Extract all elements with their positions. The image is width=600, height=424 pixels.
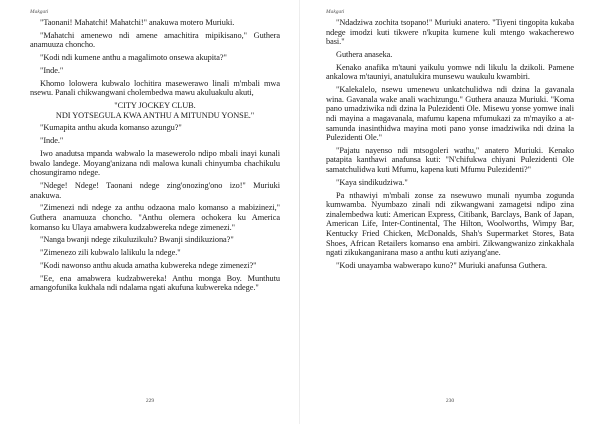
paragraph: "Nanga bwanji ndege zikuluzikulu? Bwanji sindikuziona?": [40, 235, 234, 245]
paragraph: Guthera anaseka.: [336, 49, 393, 59]
paragraph: "Inde.": [40, 136, 64, 146]
left-page-number: 229: [145, 398, 155, 404]
paragraph: "Kodi ndi kumene anthu a magalimoto onsewa akupita?": [40, 53, 227, 63]
paragraph: "Kumapita anthu akuda komanso azungu?": [40, 123, 182, 133]
paragraph: "Kaya sindikudziwa.": [336, 177, 408, 187]
paragraph: "Pajatu nayenso ndi mtsogoleri wathu," anatero Muriuki. Kenako patapita kanthawi anafunsa kuti: "N'chifukwa chiyani Pulezidenti Ole samatchulidwa kuti Mfumu, kapena kuti Mfumu Pulezidenti?": [326, 145, 574, 175]
paragraph: Khomo lolowera kubwalo lochitira masewerawo linali m'mbali mwa nsewu. Panali chikwangwani cholembedwa mawu akuluakulu akuti,: [30, 78, 280, 98]
paragraph: "Zimenezi ndi ndege za anthu odzaona malo komanso a mabizinezi," Guthera anamuuza choncho. "Anthu olemera ochokera ku America komanso ku Ulaya amabwera kudzabwereka ndege zimenezi.": [30, 203, 280, 232]
paragraph: "Inde.": [40, 65, 64, 75]
right-body-text: [326, 18, 574, 271]
paragraph: Iwo anadutsa mpanda wabwalo la masewerolo ndipo mbali inayi kunali bwalo landege. Moyang'anizana ndi malowa kunali chinyumba chachikulu chosungiramo ndege.: [30, 149, 280, 178]
right-page-number: 230: [445, 398, 455, 404]
paragraph: "Ndadziwa zochita tsopano!" Muriuki anatero. "Tiyeni tingopita kukaba ndege imodzi kuti tikwere n'kupita kumene kuli mtengo wakacherewo basi.": [326, 18, 574, 47]
paragraph: "Ee, ena amabwera kudzabwereka! Anthu monga Boy. Munthutu amangofunika kukhala ndi ndalama ngati akufuna kubwereka ndege.": [30, 273, 280, 293]
paragraph: "Ndege! Ndege! Taonani ndege zing'onozing'ono izo!" Muriuki anakuwa.: [30, 181, 280, 200]
left-running-head: Makgati: [30, 9, 49, 15]
paragraph: "Taonani! Mahatchi! Mahatchi!" anakuwa motero Muriuki.: [40, 18, 235, 27]
right-page: [300, 0, 600, 424]
left-body-text: [30, 18, 280, 293]
sign-text-line-2: NDI YOTSEGULA KWA ANTHU A MITUNDU YONSE.": [55, 110, 255, 120]
paragraph: "Kalekalelo, nsewu umenewu unkatchulidwa ndi dzina la gavanala wina. Gavanala wake anali wachizungu." Guthera anauza Muriuki. "Koma pano umadziwika ndi dzina la Pulezidenti Ole. Misewu yonse yomwe inali ndi mayina a magavanala, mafumu kapena mfumukazi za m'mayiko a atsamunda inasinthidwa mayina moti pano yonse imadziwika ndi dzina la Pulezidenti Ole.": [326, 85, 574, 143]
paragraph: "Mahatchi amenewo ndi amene amachitira mipikisano," Guthera anamuuza choncho.: [30, 30, 280, 50]
paragraph: Pa nthawiyi m'mbali zonse za nsewuwo munali nyumba zogunda kumwamba. Nyumbazo zinali ndi zikwangwani zamagetsi ndipo zina zinalembedwa kuti: American Express, Citibank, Barclays, Bank of Japan, American Life, Inter-Continental, The Hilton, Woolworths, Wimpy Bar, Kentucky Fried Chicken, McDonalds, Shah's Supermarket Stores, Bata Shoes, African Retailers komanso ena ambiri. Zikwangwanizo zinkakhala ngati zikukanganirana maso a anthu kuti aziyang'ane.: [326, 190, 574, 258]
paragraph: "Kodi nawonso anthu akuda amatha kubwereka ndege zimenezi?": [40, 260, 257, 270]
paragraph: "Kodi unayamba wabwerapo kuno?" Muriuki anafunsa Guthera.: [336, 260, 548, 270]
paragraph: Kenako anafika m'tauni yaikulu yomwe ndi likulu la dzikoli. Pamene ankalowa m'tauniyi, anatulukira munsewu waukulu kwambiri.: [326, 62, 574, 82]
paragraph: "Zimenezo zili kubwalo lalikulu la ndege.": [40, 248, 181, 258]
sign-text-line-1: "CITY JOCKEY CLUB.: [114, 101, 196, 111]
right-running-head: Makgati: [326, 9, 345, 15]
